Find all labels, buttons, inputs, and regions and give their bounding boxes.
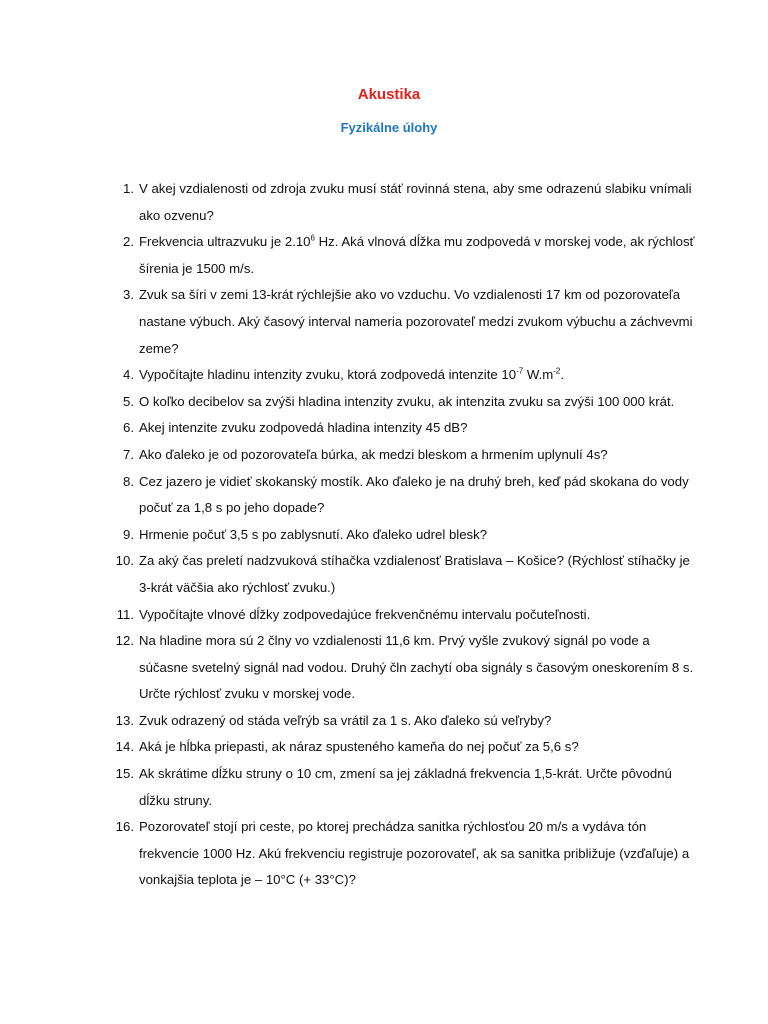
task-text: Hrmenie počuť 3,5 s po zablysnutí. Ako ďaleko udrel blesk?	[139, 526, 488, 542]
task-item	[108, 522, 698, 549]
task-text: Ako ďaleko je od pozorovateľa búrka, ak medzi bleskom a hrmením uplynulí 4s?	[139, 446, 608, 462]
task-item	[108, 548, 698, 601]
task-item	[108, 389, 698, 416]
task-text: Aká je hĺbka priepasti, ak náraz spusteného kameňa do nej počuť za 5,6 s?	[139, 739, 579, 755]
task-item	[108, 282, 698, 362]
task-item	[108, 708, 698, 735]
task-item	[108, 229, 698, 282]
document-title: Akustika	[357, 86, 421, 103]
task-item	[108, 415, 698, 442]
task-number: 2.	[123, 234, 134, 250]
task-text: Ak skrátime dĺžku struny o 10 cm, zmení sa jej základná frekvencia 1,5-krát. Určte pôvodnú dĺžku struny.	[139, 766, 672, 808]
task-number: 8.	[123, 473, 134, 489]
task-number: 1.	[123, 181, 134, 196]
task-number: 11.	[116, 606, 134, 622]
task-number: 7.	[123, 446, 134, 462]
task-item	[108, 602, 698, 629]
task-text: V akej vzdialenosti od zdroja zvuku musí stáť rovinná stena, aby sme odrazenú slabiku vnímali ako ozvenu?	[139, 181, 692, 223]
task-item	[108, 761, 698, 814]
task-number: 6.	[123, 420, 134, 436]
task-item	[108, 362, 698, 389]
document-subtitle: Fyzikálne úlohy	[340, 120, 438, 135]
task-number: 4.	[123, 367, 134, 383]
task-text: Vypočítajte vlnové dĺžky zodpovedajúce frekvenčnému intervalu počuteľnosti.	[139, 606, 591, 622]
task-list	[108, 176, 698, 894]
task-number: 9.	[123, 526, 134, 542]
task-item	[108, 442, 698, 469]
task-number: 13.	[115, 712, 134, 728]
task-text: Akej intenzite zvuku zodpovedá hladina intenzity 45 dB?	[139, 420, 468, 436]
task-item	[108, 469, 698, 522]
task-text: Na hladine mora sú 2 člny vo vzdialenosti 11,6 km. Prvý vyšle zvukový signál po vode a súčasne svetelný signál nad vodou. Druhý čln zachytí oba signály s časovým oneskorením 8 s. Určte rýchlosť zvuku v morskej vode.	[139, 633, 694, 702]
task-number: 15.	[115, 766, 134, 782]
task-number: 16.	[115, 819, 134, 835]
task-text: Zvuk odrazený od stáda veľrýb sa vrátil za 1 s. Ako ďaleko sú veľryby?	[139, 712, 552, 728]
task-text: Za aký čas preletí nadzvuková stíhačka vzdialenosť Bratislava – Košice? (Rýchlosť stíhačky je 3-krát väčšia ako rýchlosť zvuku.)	[139, 553, 690, 595]
task-text: Cez jazero je vidieť skokanský mostík. Ako ďaleko je na druhý breh, keď pád skokana do vody počuť za 1,8 s po jeho dopade?	[139, 473, 689, 516]
task-number: 10.	[115, 553, 134, 569]
task-number: 14.	[115, 739, 134, 755]
task-text: Zvuk sa šíri v zemi 13-krát rýchlejšie ako vo vzduchu. Vo vzdialenosti 17 km od pozorovateľa nastane výbuch. Aký časový interval nameria pozorovateľ medzi zvukom výbuchu a záchvevmi zeme?	[139, 287, 693, 356]
task-text: Vypočítajte hladinu intenzity zvuku, ktorá zodpovedá intenzite $10^{-7}$ $W.m^{-2}$.	[139, 366, 565, 383]
task-item	[108, 628, 698, 708]
task-number: 5.	[123, 393, 134, 409]
task-text: O koľko decibelov sa zvýši hladina intenzity zvuku, ak intenzita zvuku sa zvýši 100 000 krát.	[139, 393, 675, 409]
task-number: 12.	[115, 633, 134, 649]
task-item	[108, 176, 698, 229]
task-text: Pozorovateľ stojí pri ceste, po ktorej prechádza sanitka rýchlosťou 20 m/s a vydáva tón frekvencie 1000 Hz. Akú frekvenciu registruje pozorovateľ, ak sa sanitka približuje (vzďaľuje) a vonkajšia teplota je – 10°C (+ 33°C)?	[139, 819, 690, 888]
task-item	[108, 734, 698, 761]
task-item	[108, 814, 698, 894]
task-number: 3.	[123, 287, 134, 303]
task-text: Frekvencia ultrazvuku je 2.10$^6$ Hz. Aká vlnová dĺžka mu zodpovedá v morskej vode, ak rýchlosť šírenia je 1500 m/s.	[139, 233, 695, 276]
